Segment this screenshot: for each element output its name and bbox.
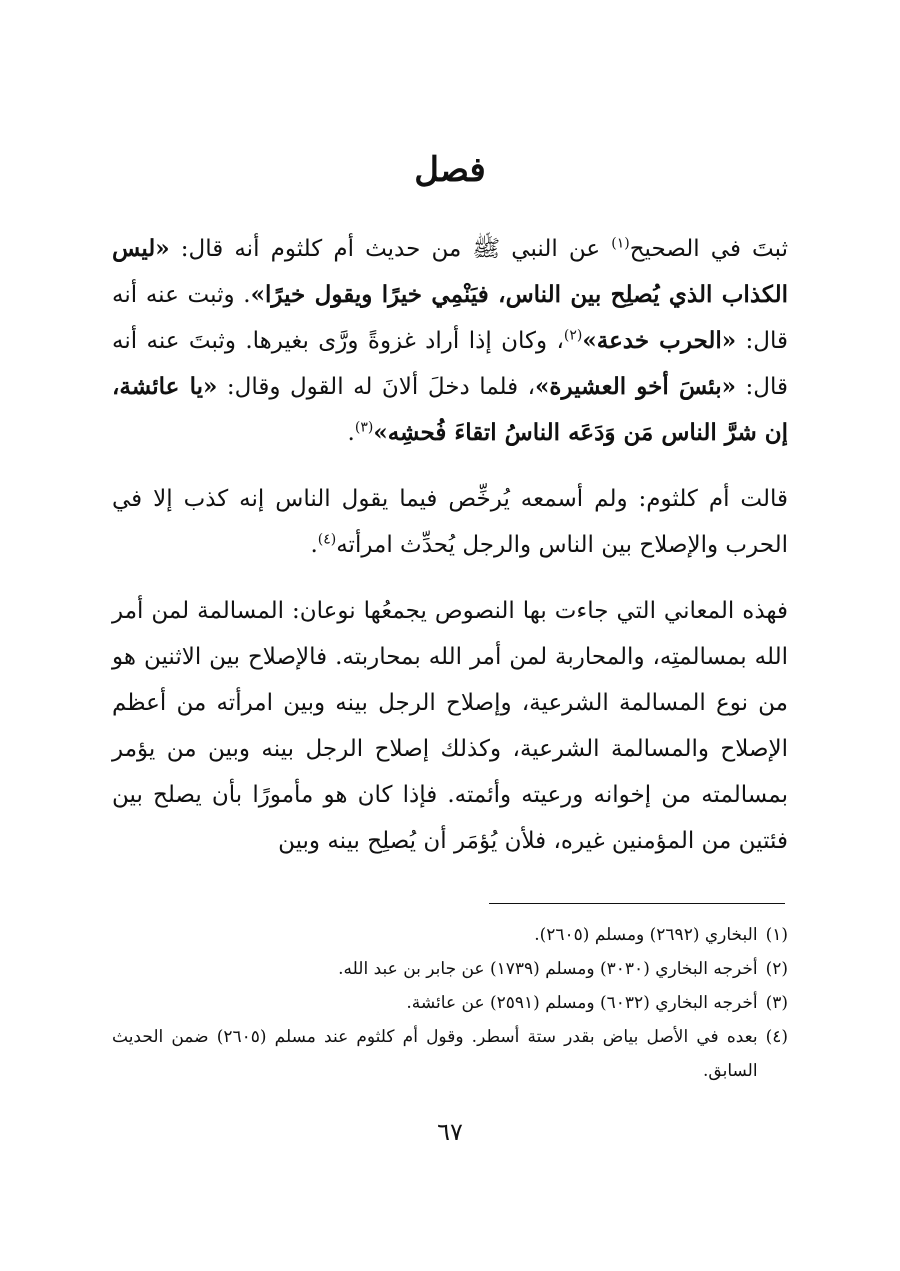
footnote-ref: (٤)	[317, 531, 337, 548]
footnote-ref: (٣)	[354, 419, 374, 436]
page-number: ٦٧	[437, 1118, 463, 1146]
quoted-hadith: «بئسَ أخو العشيرة»	[535, 373, 737, 400]
footnote-number: (٤)	[765, 1027, 788, 1047]
footnote-4	[112, 1020, 788, 1088]
text-run: قالت أم كلثوم: ولم أسمعه يُرخِّص فيما يقول الناس إنه كذب إلا في الحرب والإصلاح بين الناس والرجل يُحدِّث امرأته	[112, 486, 788, 558]
text-run: ، فلما دخلَ ألانَ له القول وقال:	[217, 374, 536, 400]
text-run: عن النبي ﷺ من حديث أم كلثوم أنه قال:	[169, 236, 612, 262]
footnote-number: (١)	[765, 925, 788, 945]
footnote-text: البخاري (٢٦٩٢) ومسلم (٢٦٠٥).	[534, 925, 758, 945]
footnote-ref: (٢)	[563, 327, 583, 344]
footnote-number: (٣)	[765, 993, 788, 1013]
footnote-3	[112, 986, 788, 1020]
footnote-text: أخرجه البخاري (٣٠٣٠) ومسلم (١٧٣٩) عن جابر بن عبد الله.	[338, 959, 758, 979]
paragraph-2	[112, 476, 788, 568]
footnotes	[112, 918, 788, 1088]
footnote-divider	[489, 903, 785, 904]
quoted-hadith: «يا عائشة، إن شرَّ الناس مَن وَدَعَه الناسُ اتقاءَ فُحشِه»	[112, 373, 788, 446]
text-run: ثبتَ في الصحيح	[629, 236, 788, 262]
footnote-text: بعده في الأصل بياض بقدر ستة أسطر. وقول أم كلثوم عند مسلم (٢٦٠٥) ضمن الحديث السابق.	[112, 1027, 758, 1081]
quoted-hadith: «ليس الكذاب الذي يُصلِح بين الناس، فيَنْمِي خيرًا ويقول خيرًا»	[112, 235, 788, 308]
text-run: .	[347, 420, 355, 446]
text-run: ، وكان إذا أراد غزوةً ورَّى بغيرها. وثبتَ عنه أنه قال:	[112, 328, 788, 400]
text-run: فهذه المعاني التي جاءت بها النصوص يجمعُها نوعان: المسالمة لمن أمر الله بمسالمتِه، والمحاربة لمن أمر الله بمحاربته. فالإصلاح بين الاثنين هو من نوع المسالمة الشرعية، وإصلاح الرجل بينه وبين امرأته من أعظم الإصلاح والمسالمة الشرعية، وكذلك إصلاح الرجل بينه وبين من يؤمر بمسالمته من إخوانه ورعيته وأئمته. فإذا كان هو مأمورًا بأن يصلح بين فئتين من المؤمنين غيره، فلأن يُؤمَر أن يُصلِح بينه وبين	[112, 598, 788, 854]
footnote-1	[112, 918, 788, 952]
text-run: .	[310, 532, 318, 558]
paragraph-1	[112, 226, 788, 456]
text-run: . وثبت عنه أنه قال:	[112, 282, 788, 354]
footnote-number: (٢)	[765, 959, 788, 979]
main-text	[112, 226, 788, 884]
footnote-text: أخرجه البخاري (٦٠٣٢) ومسلم (٢٥٩١) عن عائشة.	[406, 993, 758, 1013]
section-title: فصل	[414, 150, 486, 190]
footnote-2	[112, 952, 788, 986]
footnote-ref: (١)	[611, 235, 630, 252]
paragraph-3	[112, 588, 788, 864]
quoted-hadith: «الحرب خدعة»	[582, 327, 737, 354]
